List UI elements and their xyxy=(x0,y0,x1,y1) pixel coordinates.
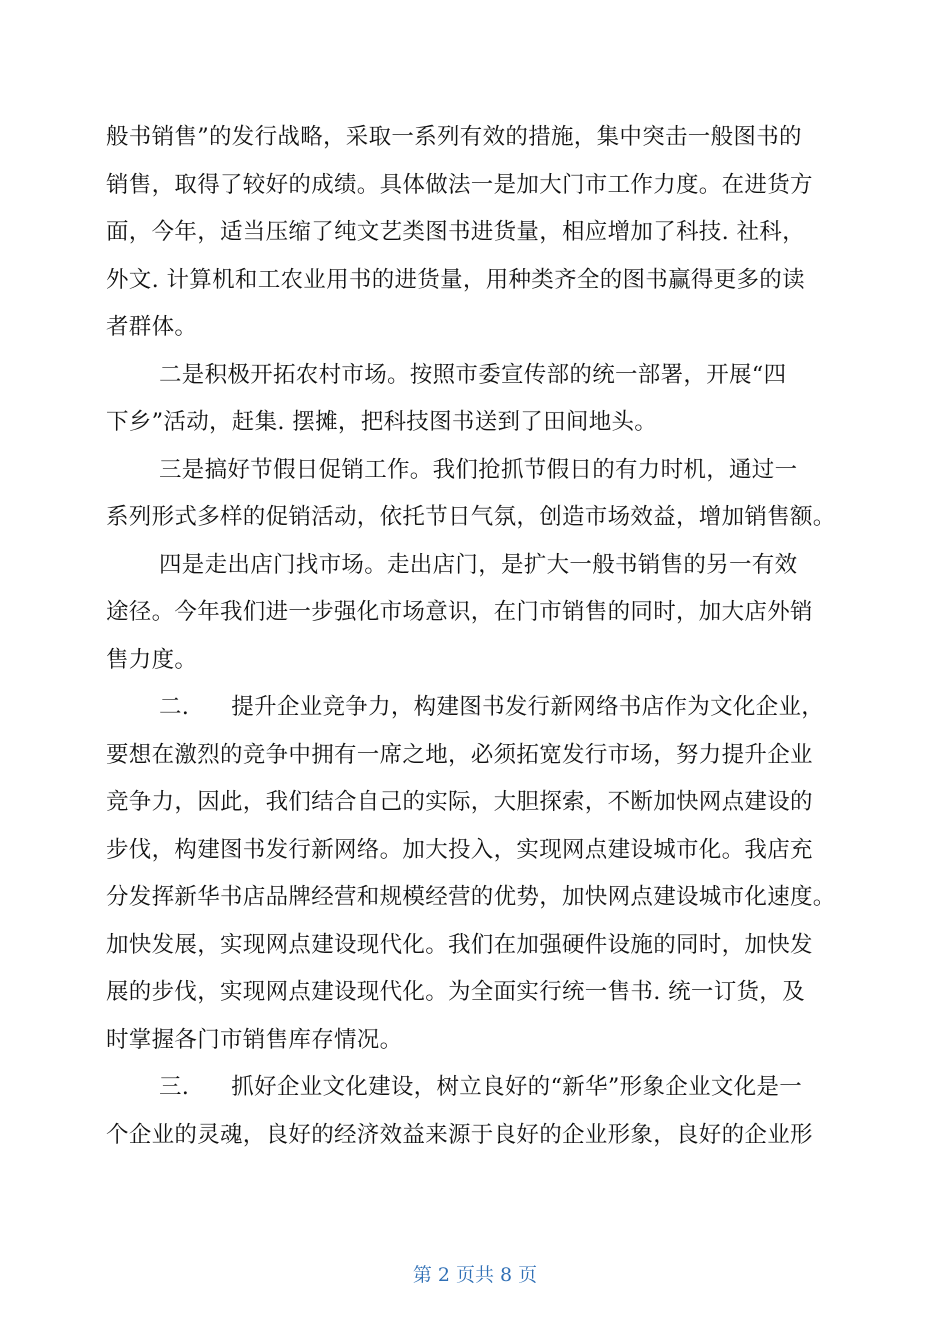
text-line: 三是搞好节假日促销工作。我们抢抓节假日的有力时机，通过一 xyxy=(159,456,798,483)
text-line: 个企业的灵魂，良好的经济效益来源于良好的企业形象，良好的企业形 xyxy=(106,1121,813,1148)
text-line: 时掌握各门市销售库存情况。 xyxy=(106,1026,403,1053)
text-line: 般书销售”的发行战略，采取一系列有效的措施，集中突击一般图书的 xyxy=(106,124,802,150)
section-marker: 二. xyxy=(159,694,190,720)
text-line: 外文. 计算机和工农业用书的进货量，用种类齐全的图书赢得更多的读 xyxy=(106,266,805,293)
text-line: 下乡”活动，赶集. 摆摊，把科技图书送到了田间地头。 xyxy=(106,409,658,435)
text-line: 面，今年，适当压缩了纯文艺类图书进货量，相应增加了科技. 社科， xyxy=(106,219,805,245)
paragraph-1 xyxy=(106,114,866,352)
section-heading-text: 提升企业竞争力，构建图书发行新网络书店作为文化企业， xyxy=(231,694,825,720)
paragraph-section-3 xyxy=(106,1064,866,1159)
paragraph-2 xyxy=(106,352,866,447)
section-heading-text: 抓好企业文化建设，树立良好的“新华”形象企业文化是一 xyxy=(231,1074,803,1100)
page-number-footer: 第 2 页共 8 页 xyxy=(412,1264,538,1286)
text-line: 系列形式多样的促销活动，依托节日气氛，创造市场效益，增加销售额。 xyxy=(106,504,836,530)
text-line: 分发挥新华书店品牌经营和规模经营的优势，加快网点建设城市化速度。 xyxy=(106,884,836,910)
text-line: 销售，取得了较好的成绩。具体做法一是加大门市工作力度。在进货方 xyxy=(106,171,813,198)
text-line: 途径。今年我们进一步强化市场意识，在门市销售的同时，加大店外销 xyxy=(106,599,813,625)
text-line: 加快发展，实现网点建设现代化。我们在加强硬件设施的同时，加快发 xyxy=(106,931,813,958)
paragraph-3 xyxy=(106,447,866,542)
paragraph-4 xyxy=(106,542,866,685)
text-line: 竞争力，因此，我们结合自己的实际，大胆探索，不断加快网点建设的 xyxy=(106,789,813,815)
text-line: 展的步伐，实现网点建设现代化。为全面实行统一售书. 统一订货，及 xyxy=(106,979,805,1005)
text-line: 售力度。 xyxy=(106,646,198,673)
text-line: 二是积极开拓农村市场。按照市委宣传部的统一部署，开展“四 xyxy=(159,361,787,388)
section-heading-line xyxy=(106,1064,866,1112)
section-marker: 三. xyxy=(159,1074,190,1100)
text-line: 步伐，构建图书发行新网络。加大投入，实现网点建设城市化。我店充 xyxy=(106,836,813,863)
document-body xyxy=(106,114,866,1159)
text-line: 者群体。 xyxy=(106,314,198,340)
section-heading-line xyxy=(106,684,866,732)
text-line: 四是走出店门找市场。走出店门，是扩大一般书销售的另一有效 xyxy=(159,551,798,578)
text-line: 要想在激烈的竞争中拥有一席之地，必须拓宽发行市场，努力提升企业 xyxy=(106,741,813,768)
paragraph-section-2 xyxy=(106,684,866,1064)
